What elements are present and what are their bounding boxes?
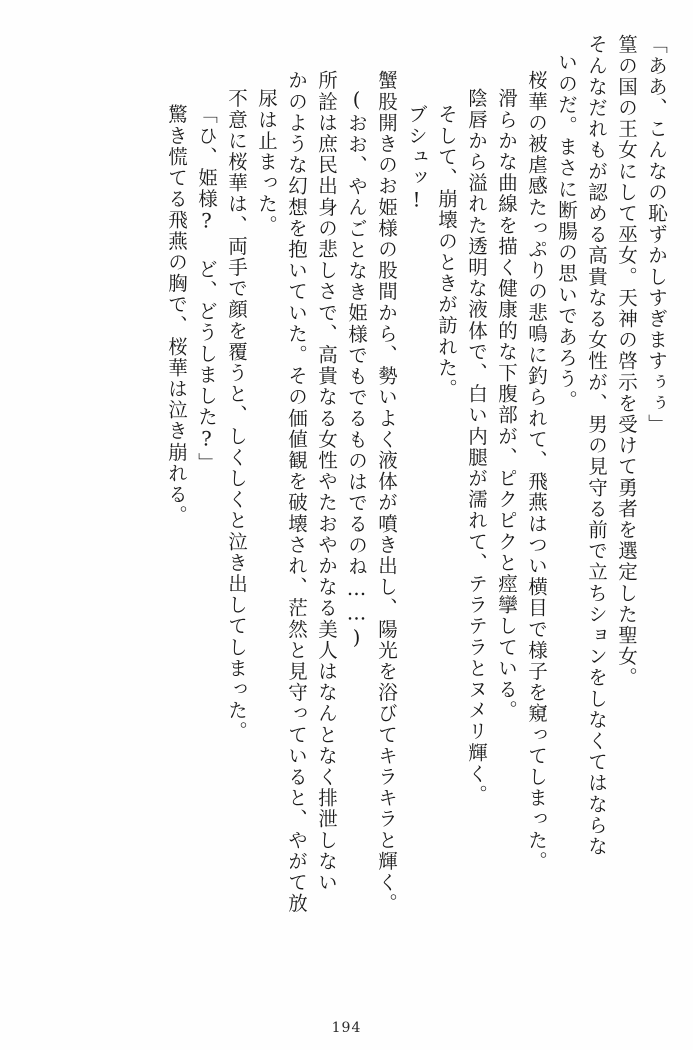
text-line: 蟹股開きのお姫様の股間から、勢いよく液体が噴き出し、陽光を浴びてキラキラと輝く。 [375, 70, 398, 914]
text-line: (おお、やんごとなき姫様でもでるものはでるのね……) [345, 88, 368, 651]
text-line: 「ああ、こんなの恥ずかしすぎますぅぅ」 [645, 34, 668, 435]
text-line: 陰唇から溢れた透明な液体で、白い内腿が濡れて、テラテラとヌメリ輝く。 [465, 88, 488, 806]
text-line: 桜華の被虐感たっぷりの悲鳴に釣られて、飛燕はつい横目で様子を窺ってしまった。 [525, 70, 548, 872]
text-line: 所詮は庶民出身の悲しさで、高貴なる女性やたおやかなる美人はなんとなく排泄しない [315, 70, 338, 893]
text-line: そんなだれもが認める高貴なる女性が、男の見守る前で立ちションをしなくてはならな [585, 34, 608, 857]
text-line: 滑らかな曲線を描く健康的な下腹部が、ピクピクと痙攣している。 [495, 88, 518, 721]
text-line: 不意に桜華は、両手で顔を覆うと、しくしくと泣き出してしまった。 [225, 88, 248, 743]
text-line: 「ひ、姫様? ど、どうしました?」 [195, 104, 218, 474]
text-line: かのような幻想を抱いていた。その価値観を破壊され、茫然と見守っていると、やがて放 [285, 70, 308, 914]
novel-body-text [26, 34, 666, 989]
text-line: ブシュッ! [405, 104, 428, 213]
text-line: 尿は止まった。 [255, 88, 278, 236]
text-line: いのだ。まさに断腸の思いであろう。 [555, 52, 578, 411]
page-number: 194 [331, 1020, 362, 1036]
text-line: 驚き慌てる飛燕の胸で、桜華は泣き崩れる。 [165, 104, 188, 526]
text-line: そして、崩壊のときが訪れた。 [435, 104, 458, 400]
text-line: 篁の国の王女にして巫女。天神の啓示を受けて勇者を選定した聖女。 [615, 34, 638, 689]
